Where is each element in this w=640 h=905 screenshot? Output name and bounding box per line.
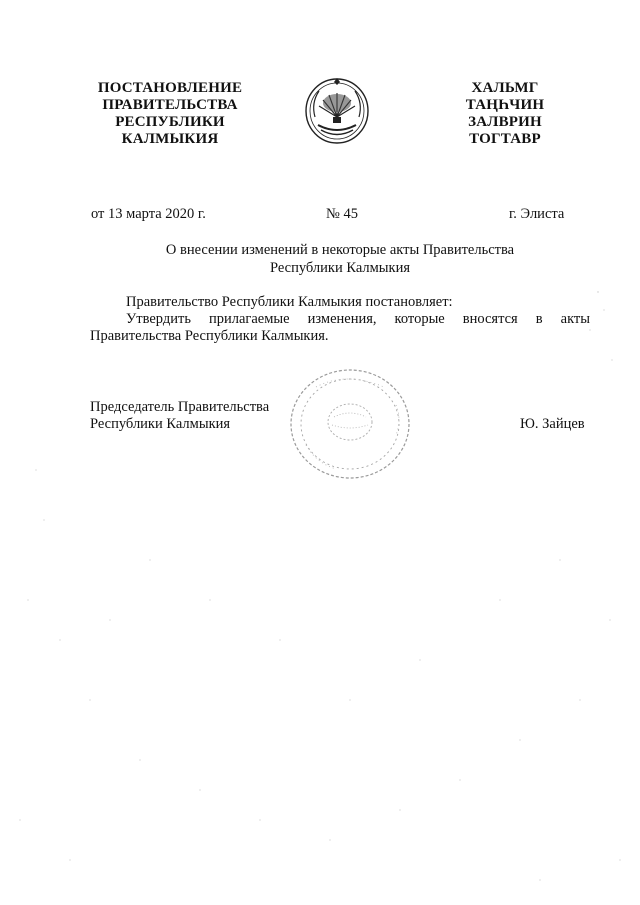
official-stamp-icon [286,365,414,483]
header-left-title [80,80,260,148]
coat-of-arms-icon [303,73,371,145]
header-right-line: ТАҢҺЧИН [465,97,545,113]
document-city: г. Элиста [509,206,565,222]
signatory-position-line: Республики Калмыкия [90,416,231,432]
signatory-position [90,399,269,433]
signatory-position-line: Председатель Правительства [90,399,270,415]
title-line: О внесении изменений в некоторые акты Правительства [165,242,515,258]
document-number: № 45 [326,206,358,222]
document-body [90,294,590,345]
title-line: Республики Калмыкия [269,260,411,276]
header-left-line: КАЛМЫКИЯ [121,131,219,147]
header-right-title [450,80,560,148]
header-left-line: РЕСПУБЛИКИ [115,114,225,130]
header-left-line: ПРАВИТЕЛЬСТВА [102,97,238,113]
header-right-line: ТОГТАВР [469,131,541,147]
header-right-line: ХАЛЬМГ [471,80,539,96]
body-paragraph: Утвердить прилагаемые изменения, которые вносятся в акты Правительства Республики Калмыкия. [90,311,590,344]
header-left-line: ПОСТАНОВЛЕНИЕ [97,80,243,96]
signatory-name: Ю. Зайцев [520,416,585,432]
body-paragraph: Правительство Республики Калмыкия постановляет: [126,294,453,310]
header-right-line: ЗАЛВРИН [468,114,542,130]
document-title [90,241,590,277]
document-date: от 13 марта 2020 г. [91,206,206,222]
